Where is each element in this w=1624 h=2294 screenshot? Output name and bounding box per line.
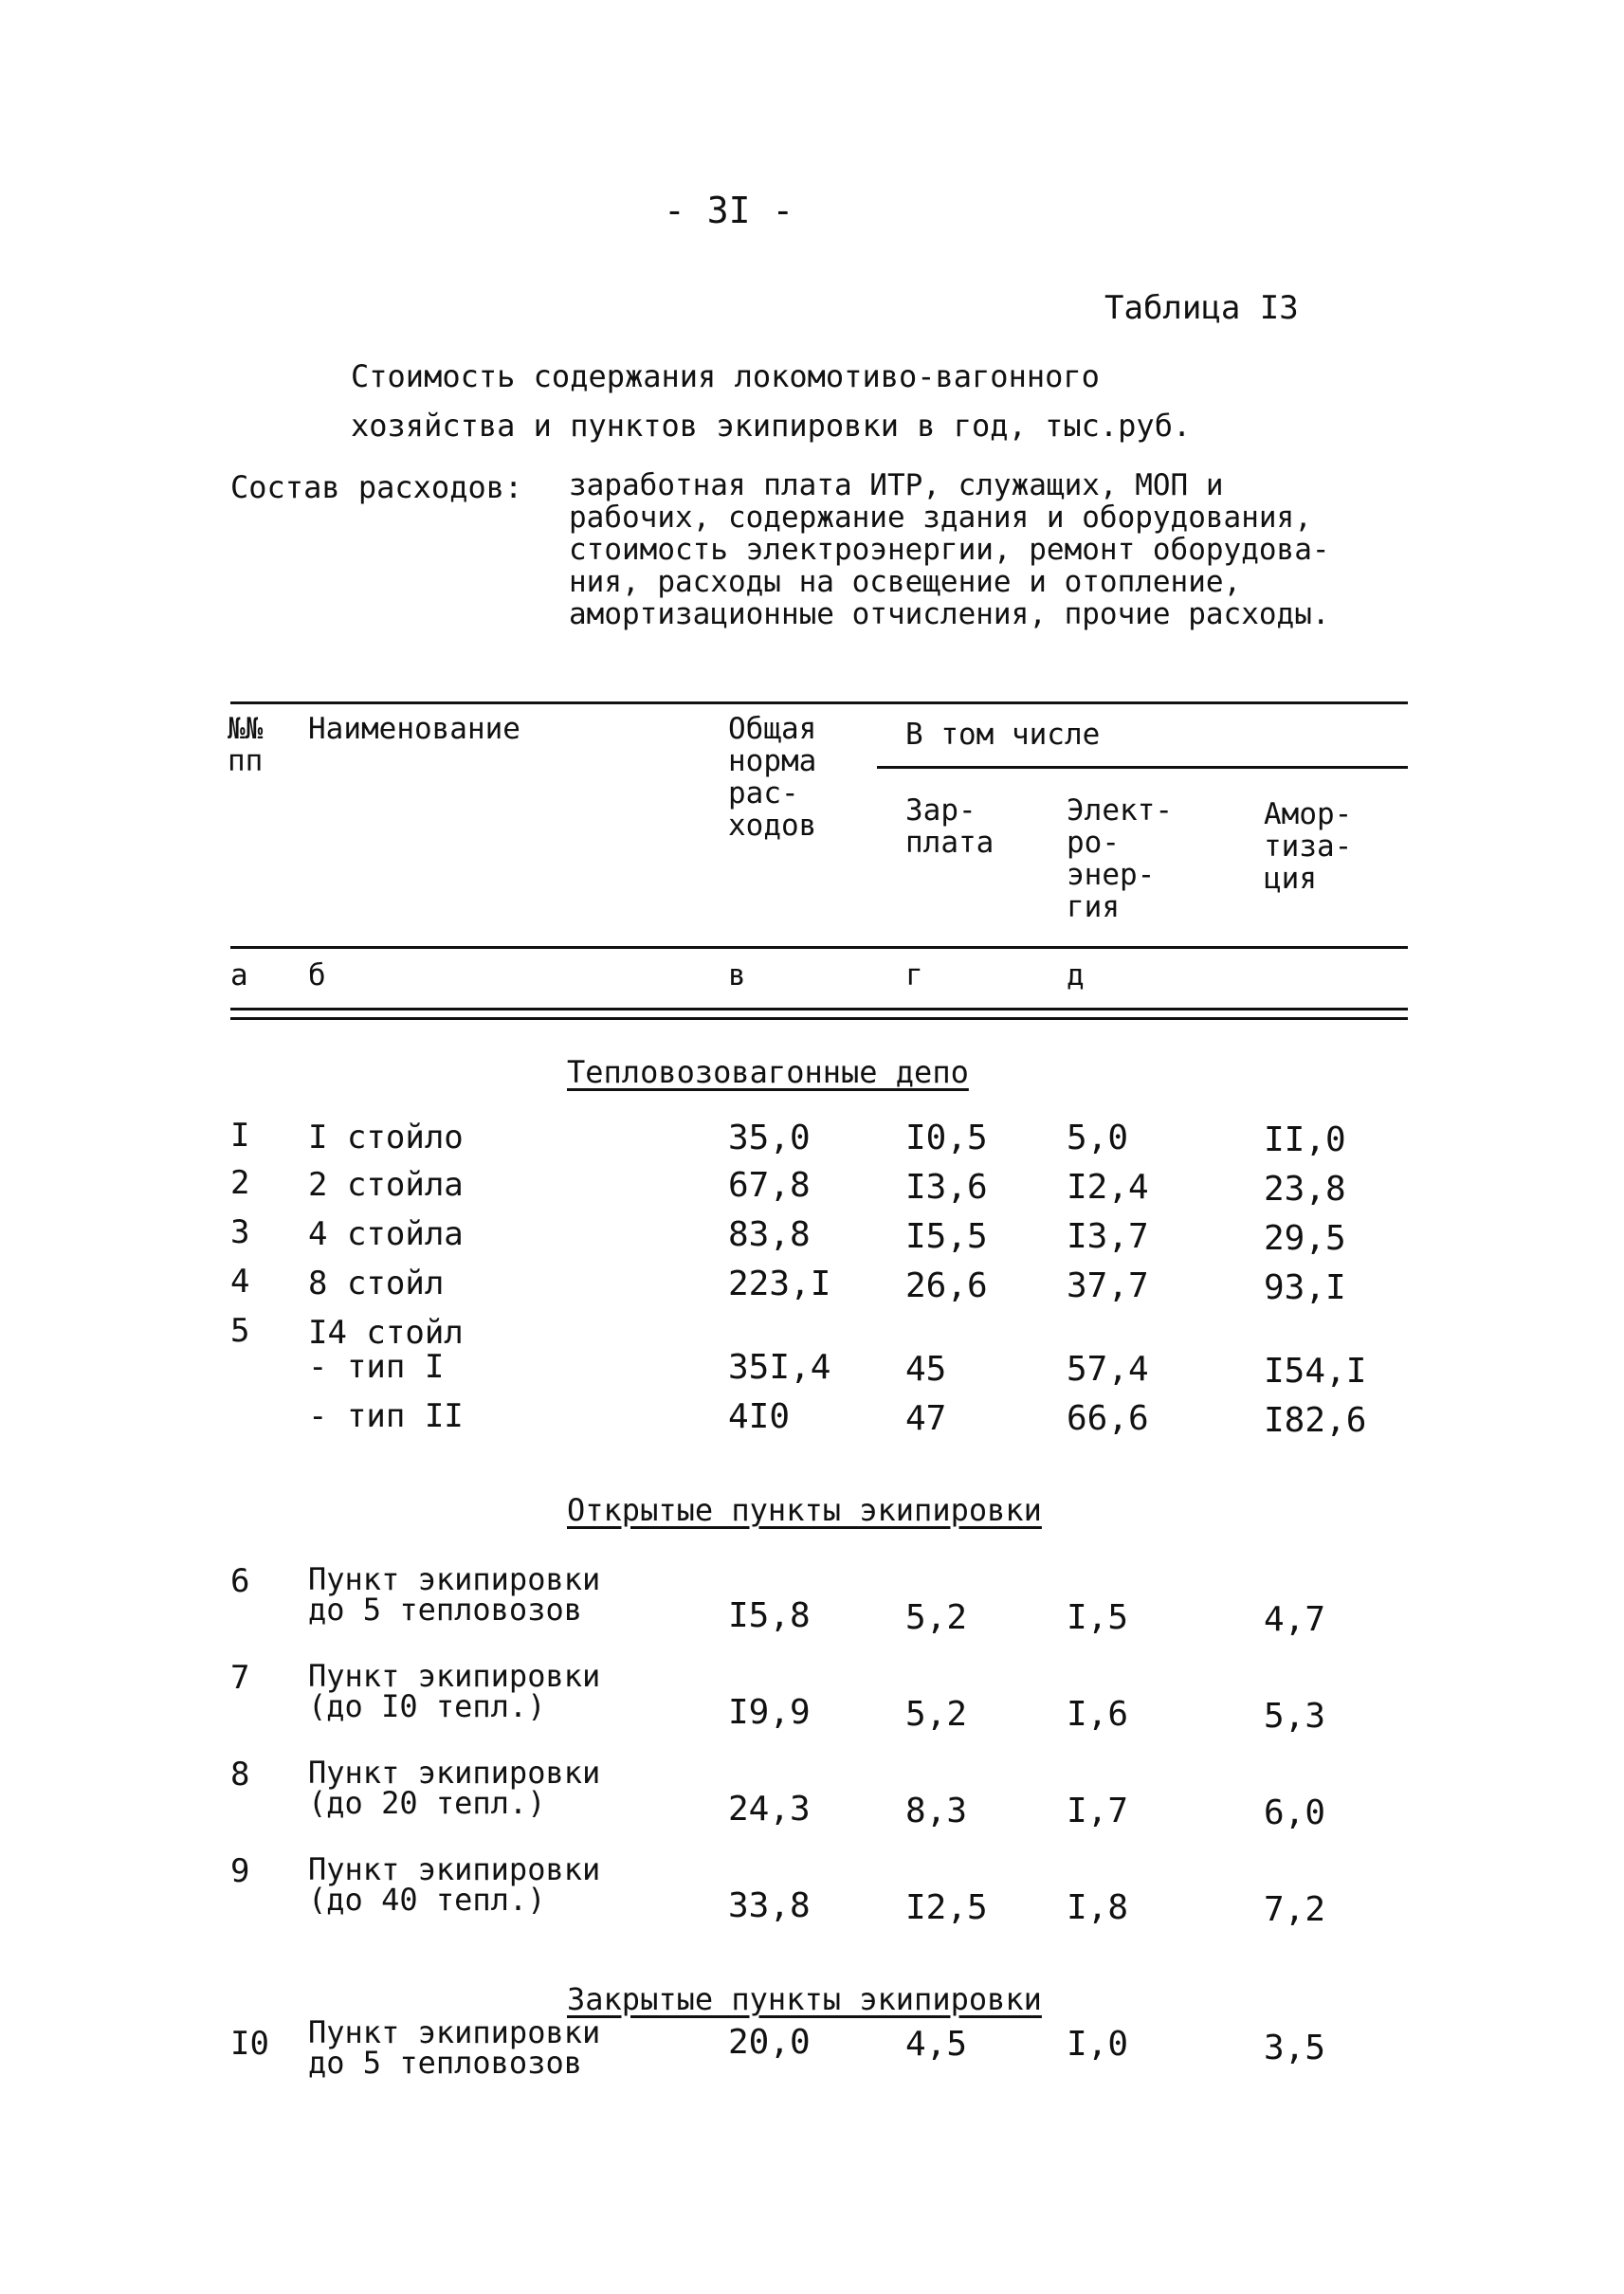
cell-total: 35,0 xyxy=(728,1119,811,1157)
col-letter-g: г xyxy=(905,958,923,992)
cell-amort: 5,3 xyxy=(1264,1697,1326,1736)
cell-energy: I,0 xyxy=(1067,2025,1129,2064)
col-header-amort: Амор- тиза- ция xyxy=(1264,797,1353,896)
row-number: 7 xyxy=(230,1659,250,1697)
col-letter-a: а xyxy=(230,958,248,992)
row-name: I стойло xyxy=(308,1119,464,1156)
cell-energy: I,6 xyxy=(1067,1695,1129,1734)
row-name: Пункт экипировки (до I0 тепл.) xyxy=(308,1658,601,1724)
cell-salary: 45 xyxy=(905,1350,947,1389)
row-name: - тип I xyxy=(308,1348,445,1386)
cell-amort: 93,I xyxy=(1264,1268,1346,1307)
col-header-salary: Зар- плата xyxy=(905,793,994,860)
row-number: I0 xyxy=(230,2025,269,2063)
cell-salary: I5,5 xyxy=(905,1217,988,1256)
cell-total: I9,9 xyxy=(728,1693,811,1732)
cell-amort: II,0 xyxy=(1264,1120,1346,1159)
row-number: 6 xyxy=(230,1562,250,1600)
row-number: 3 xyxy=(230,1213,250,1251)
cell-total: 67,8 xyxy=(728,1166,811,1205)
cell-amort: I82,6 xyxy=(1264,1401,1367,1440)
cell-amort: 23,8 xyxy=(1264,1170,1346,1209)
cell-amort: 6,0 xyxy=(1264,1793,1326,1832)
row-number: 9 xyxy=(230,1852,250,1890)
cell-salary: 8,3 xyxy=(905,1792,968,1830)
cell-salary: 5,2 xyxy=(905,1695,968,1734)
cost-composition-label: Состав расходов: xyxy=(230,469,523,505)
cell-total: 4I0 xyxy=(728,1397,791,1436)
cell-energy: I,8 xyxy=(1067,1888,1129,1927)
cell-salary: I0,5 xyxy=(905,1119,988,1157)
cell-total: 35I,4 xyxy=(728,1348,831,1387)
cell-energy: 66,6 xyxy=(1067,1399,1149,1438)
row-number: 5 xyxy=(230,1312,250,1350)
row-name: Пункт экипировки (до 20 тепл.) xyxy=(308,1755,601,1821)
col-header-num: №№ пп xyxy=(228,712,264,778)
row-name: Пункт экипировки до 5 тепловозов xyxy=(308,2014,601,2081)
col-letter-v: в xyxy=(728,958,746,992)
table-label: Таблица I3 xyxy=(1104,289,1299,327)
cell-total: 33,8 xyxy=(728,1886,811,1925)
cell-total: I5,8 xyxy=(728,1596,811,1635)
cell-salary: I3,6 xyxy=(905,1168,988,1207)
cost-composition-text: заработная плата ИТР, служащих, МОП и рабочих, содержание здания и оборудования, стоимость электроэнергии, ремонт оборудова- ния, расходы на освещение и отопление, амортизационные отчисления, прочие расходы. xyxy=(569,468,1330,631)
col-letter-b: б xyxy=(308,958,326,992)
cell-energy: I3,7 xyxy=(1067,1217,1149,1256)
table-title-line-1: Стоимость содержания локомотиво-вагонного xyxy=(351,358,1100,394)
row-name: I4 стойл xyxy=(308,1314,464,1352)
col-header-total: Общая норма рас- ходов xyxy=(728,712,817,843)
letters-rule-2 xyxy=(230,1017,1408,1020)
row-number: 4 xyxy=(230,1263,250,1301)
cell-amort: I54,I xyxy=(1264,1352,1367,1391)
row-number: 8 xyxy=(230,1756,250,1793)
cell-energy: I,7 xyxy=(1067,1792,1129,1830)
cell-total: 24,3 xyxy=(728,1790,811,1829)
cell-energy: I2,4 xyxy=(1067,1168,1149,1207)
cell-energy: 57,4 xyxy=(1067,1350,1149,1389)
section-title: Открытые пункты экипировки xyxy=(567,1492,1042,1528)
cell-energy: I,5 xyxy=(1067,1598,1129,1637)
cell-amort: 4,7 xyxy=(1264,1600,1326,1639)
col-header-name: Наименование xyxy=(308,712,520,746)
group-header-rule xyxy=(877,766,1408,769)
table-top-rule xyxy=(230,701,1408,704)
col-header-group: В том числе xyxy=(905,718,1101,752)
cell-salary: 47 xyxy=(905,1399,947,1438)
row-name: - тип II xyxy=(308,1397,464,1435)
row-number: 2 xyxy=(230,1164,250,1202)
col-header-energy: Элект- ро- энер- гия xyxy=(1067,793,1173,924)
cell-salary: 26,6 xyxy=(905,1266,988,1305)
cell-salary: 4,5 xyxy=(905,2025,968,2064)
section-title: Закрытые пункты экипировки xyxy=(567,1981,1042,2017)
cell-energy: 37,7 xyxy=(1067,1266,1149,1305)
cell-amort: 3,5 xyxy=(1264,2029,1326,2067)
table-title-line-2: хозяйства и пунктов экипировки в год, тыс.руб. xyxy=(351,408,1192,444)
row-name: 2 стойла xyxy=(308,1166,464,1204)
row-name: 4 стойла xyxy=(308,1215,464,1253)
row-number: I xyxy=(230,1117,250,1155)
cell-total: 223,I xyxy=(728,1265,831,1303)
cell-salary: I2,5 xyxy=(905,1888,988,1927)
letters-rule-1 xyxy=(230,1008,1408,1010)
page-number: - 3I - xyxy=(664,190,794,231)
section-title: Тепловозовагонные депо xyxy=(567,1054,969,1090)
cell-amort: 29,5 xyxy=(1264,1219,1346,1258)
cell-salary: 5,2 xyxy=(905,1598,968,1637)
cell-total: 83,8 xyxy=(728,1215,811,1254)
col-letter-d: д xyxy=(1067,958,1085,992)
cell-amort: 7,2 xyxy=(1264,1890,1326,1929)
cell-energy: 5,0 xyxy=(1067,1119,1129,1157)
cell-total: 20,0 xyxy=(728,2023,811,2062)
row-name: Пункт экипировки (до 40 тепл.) xyxy=(308,1851,601,1918)
header-bottom-rule xyxy=(230,946,1408,949)
row-name: Пункт экипировки до 5 тепловозов xyxy=(308,1561,601,1628)
row-name: 8 стойл xyxy=(308,1265,445,1302)
